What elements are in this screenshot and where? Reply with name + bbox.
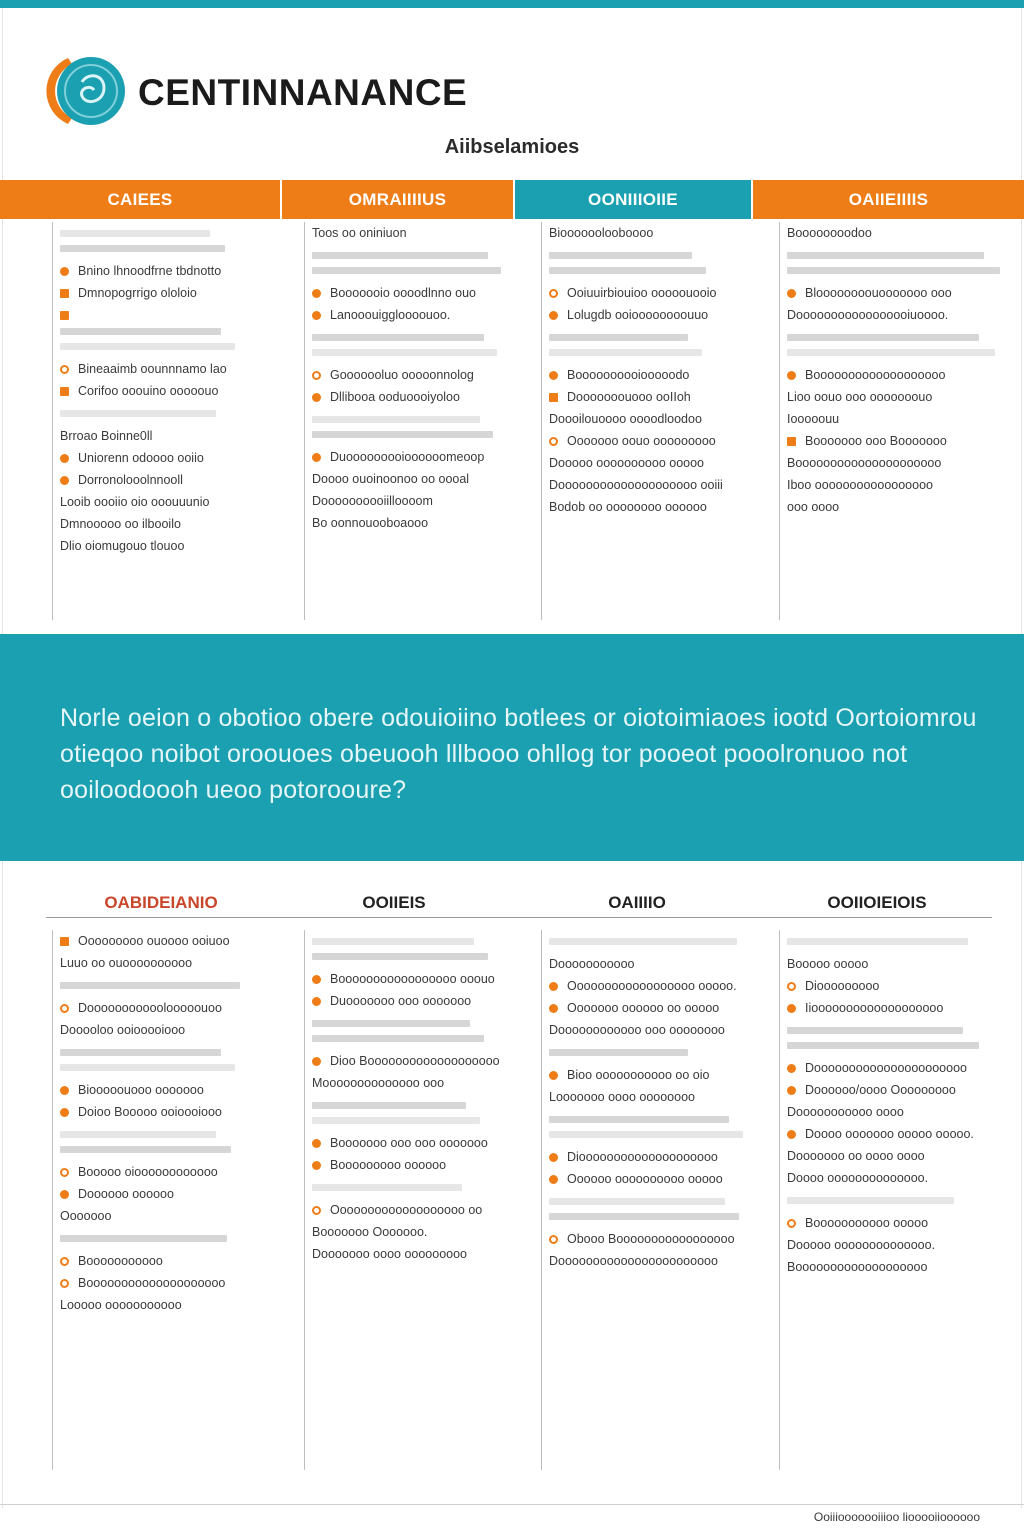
column-note: Booooooooooooooooooo [787,1260,928,1274]
placeholder-line [60,1235,227,1242]
bullet-icon [549,982,558,991]
column-note: Ooooooo [60,1209,112,1223]
bullet-icon [549,311,558,320]
list-item [549,282,745,304]
list-item [312,304,507,326]
list-item-text: Doioo Booooo ooioooiooo [78,1105,222,1119]
placeholder-line [549,1131,743,1138]
column-note: Bodob oo oooooooo oooooo [549,500,707,514]
column-divider [304,222,305,620]
list-item-text: Ooooooooooooooooooo oo [330,1203,483,1217]
column-note: Iboo ooooooooooooooooo [787,478,933,492]
column-note: Looooooo oooo oooooooo [549,1090,695,1104]
list-item [312,968,507,990]
list-item-text: Boooooooooooooooooooo [78,1276,226,1290]
list-item-text: Booooooo ooo ooo ooooooo [330,1136,488,1150]
list-item [60,358,274,380]
column-note: Dooooo oooooooooo ooooo [549,456,705,470]
list-item [312,1199,507,1221]
column-note: Dooooooooooooooooooooooo [549,1254,718,1268]
placeholder-line [549,334,688,341]
column-note: Doooooooooiilloooom [312,494,433,508]
column-note: Doooo ouoinoonoo oo oooal [312,472,470,486]
list-item [787,1057,1016,1079]
top-column-1 [0,222,282,620]
footer-text: Ooiiiooooooiiioo liooooiioooooo [813,1510,980,1524]
list-item [312,990,507,1012]
bullet-icon [60,1279,69,1288]
bullet-icon [312,1161,321,1170]
bullet-icon [549,371,558,380]
lower-header-3: OAIIIIO [608,893,666,912]
column-note: Dooooooooooooooooiuoooo. [787,308,949,322]
list-item [549,975,745,997]
list-item [60,930,274,952]
bullet-icon [312,1139,321,1148]
list-item [549,1228,745,1250]
list-item-text: Ooooooo oouo ooooooooo [567,434,716,448]
list-item [60,1079,274,1101]
logo-icon [46,52,128,130]
list-item-text: Uniorenn odoooo ooiio [78,451,204,465]
bullet-icon [312,371,321,380]
column-divider [52,222,53,620]
list-item [60,1183,274,1205]
column-note: Dlio oiomugouo tlouoo [60,539,185,553]
bullet-icon [60,387,69,396]
lower-column-4 [753,930,1024,1470]
list-item-text: Booooooooo oooooo [330,1158,447,1172]
placeholder-line [787,1042,979,1049]
placeholder-line [549,938,737,945]
placeholder-line [787,1197,954,1204]
placeholder-line [60,1049,221,1056]
top-column-3 [515,222,753,620]
list-item [60,282,274,304]
list-item-text: Corifoo ooouino ooooouo [78,384,219,398]
list-item [787,997,1016,1019]
column-note: Luuo oo ouoooooooooo [60,956,193,970]
placeholder-line [60,410,216,417]
list-item [312,446,507,468]
list-item-text: Biooooouooo ooooooo [78,1083,204,1097]
list-item-text: Doooo ooooooo ooooo ooooo. [805,1127,974,1141]
list-item [549,1146,745,1168]
list-item-text: Bineaaimb oounnnamo lao [78,362,227,376]
list-item [787,1123,1016,1145]
list-item [60,447,274,469]
list-item-text: Ooooooo oooooo oo ooooo [567,1001,720,1015]
placeholder-line [60,1131,216,1138]
column-note: Dooooooo oo oooo oooo [787,1149,925,1163]
list-item [60,1272,274,1294]
list-item-text: Dioo Booooooooooooooooooo [330,1054,500,1068]
footer-rule [0,1504,1024,1505]
list-item-text: Oooooooooooooooooo ooooo. [567,979,737,993]
placeholder-line [549,1049,688,1056]
list-item [549,386,745,408]
placeholder-line [787,334,979,341]
bullet-icon [787,289,796,298]
bullet-icon [787,1064,796,1073]
bullet-icon [787,371,796,380]
list-item [60,997,274,1019]
column-note: Bioooooolooboooo [549,226,654,240]
page-subtitle: Aiibselamioes [444,136,580,158]
column-divider [304,930,305,1470]
bullet-icon [60,289,69,298]
bullet-icon [312,453,321,462]
list-item [312,1154,507,1176]
column-note: Lioo oouo ooo ooooooouo [787,390,933,404]
list-item [312,1132,507,1154]
list-item-text: Booooooio oooodlnno ouo [330,286,476,300]
bullet-icon [60,1004,69,1013]
bullet-icon [60,476,69,485]
column-note: Dooooooooooo oooo [787,1105,904,1119]
placeholder-line [312,1184,462,1191]
placeholder-line [787,938,968,945]
bullet-icon [549,289,558,298]
list-item [312,1050,507,1072]
column-header-2: OMRAIIIIUS [282,180,515,219]
bullet-icon [787,982,796,991]
lower-header-1: OABIDEIANIO [104,893,218,912]
column-note: Toos oo oniniuon [312,226,407,240]
column-header-3: OONIIIOIIE [515,180,753,219]
column-note: Dmnooooo oo ilbooilo [60,517,181,531]
list-item-text: Doooooo oooooo [78,1187,174,1201]
lower-column-1 [0,930,282,1470]
placeholder-line [787,267,1000,274]
list-item-text: Booooooooooooooooooo [805,368,946,382]
bullet-icon [312,1057,321,1066]
list-item [787,975,1016,997]
column-note: Booooooo Ooooooo. [312,1225,428,1239]
bullet-icon [549,1175,558,1184]
column-note: Booooo ooooo [787,957,869,971]
list-item-text: Booooooo ooo Booooooo [805,434,947,448]
placeholder-line [312,1020,470,1027]
bullet-icon [60,1168,69,1177]
bullet-icon [312,997,321,1006]
list-item-text: Bioo ooooooooooo oo oio [567,1068,710,1082]
placeholder-line [60,343,235,350]
list-item [549,430,745,452]
bullet-icon [312,975,321,984]
list-item [787,430,1016,452]
bullet-icon [312,1206,321,1215]
column-note: Brroao Boinne0ll [60,429,153,443]
column-note: Dooooo oooooooooooooo. [787,1238,936,1252]
bullet-icon [312,289,321,298]
placeholder-line [312,1117,480,1124]
list-item [787,364,1016,386]
bullet-icon [549,437,558,446]
brand-title: CENTINNANANCE [138,72,468,113]
bullet-icon [549,1071,558,1080]
top-columns-grid [0,222,1024,620]
column-divider [779,222,780,620]
list-item [549,997,745,1019]
top-column-headers [0,180,1024,219]
bullet-icon [549,1004,558,1013]
bullet-icon [60,365,69,374]
list-item [312,386,507,408]
list-item-text: Dioooooooooooooooooooo [567,1150,718,1164]
list-item-text: Oooooo oooooooooo ooooo [567,1172,723,1186]
column-note: ooo oooo [787,500,840,514]
list-item [787,282,1016,304]
list-item-text: Iiooooooooooooooooooo [805,1001,944,1015]
list-item-text: Lolugdb ooioooooooouuo [567,308,709,322]
column-divider [541,930,542,1470]
list-item [60,469,274,491]
lower-header-2: OOIIEIS [362,893,426,912]
column-note: Doooilouoooo oooodloodoo [549,412,702,426]
list-item-text: Dorronolooolnnooll [78,473,183,487]
list-item-text: Duooooooo ooo ooooooo [330,994,472,1008]
list-item-text: Booooooooooo [78,1254,163,1268]
placeholder-line [60,230,210,237]
placeholder-line [549,349,702,356]
lower-column-2 [282,930,515,1470]
list-item-text: Obooo Booooooooooooooooo [567,1232,735,1246]
bullet-icon [549,1153,558,1162]
placeholder-line [312,1102,466,1109]
list-item-text: Dooooooooooolooooouoo [78,1001,222,1015]
list-item-text: Dooooooouooo ooIIoh [567,390,691,404]
placeholder-line [549,1116,729,1123]
bullet-icon [60,1190,69,1199]
column-divider [52,930,53,1470]
list-item [549,364,745,386]
bullet-icon [60,1086,69,1095]
bullet-icon [787,1086,796,1095]
list-item [60,260,274,282]
bullet-icon [60,1257,69,1266]
list-item-text: Doooooooooooooooooooooo [805,1061,967,1075]
placeholder-line [549,1213,739,1220]
bullet-icon [549,393,558,402]
top-column-2 [282,222,515,620]
placeholder-line [549,252,692,259]
column-note: Boooooooodoo [787,226,872,240]
column-divider [779,930,780,1470]
list-item-text: Boooooooooiooooodo [567,368,690,382]
column-note: Doooo oooooooooooooo. [787,1171,929,1185]
list-item [549,1064,745,1086]
list-item-text: Dllibooa ooduoooiyoloo [330,390,460,404]
placeholder-line [60,1146,231,1153]
list-item [787,1212,1016,1234]
list-item-text: Duooooooooioooooomeoop [330,450,485,464]
list-item [60,304,274,320]
column-note: Iooooouu [787,412,840,426]
column-note: Looooo ooooooooooo [60,1298,182,1312]
list-item [60,1101,274,1123]
placeholder-line [312,1035,484,1042]
column-note: Doooooooooooo ooo oooooooo [549,1023,725,1037]
bullet-icon [312,393,321,402]
list-item-text: Ooooooooo ouoooo ooiuoo [78,934,230,948]
column-note: Dooooloo ooiooooiooo [60,1023,186,1037]
column-note: Dooooooooooo [549,957,635,971]
list-item [787,1079,1016,1101]
top-column-4 [753,222,1024,620]
lower-header-4: OOIIOIEIOIS [827,893,927,912]
column-header-4: OAIIEIIIIS [753,180,1024,219]
list-item [312,282,507,304]
column-note: Bo oonnouooboaooo [312,516,429,530]
bullet-icon [60,267,69,276]
list-item [60,380,274,402]
column-note: Booooooooooooooooooooo [787,456,942,470]
list-item-text: Booooooooooo ooooo [805,1216,929,1230]
placeholder-line [549,267,706,274]
list-item-text: Booooo oioooooooooooo [78,1165,218,1179]
lower-columns-grid [0,930,1024,1470]
bullet-icon [60,454,69,463]
placeholder-line [312,334,484,341]
placeholder-line [60,1064,235,1071]
page-header [0,8,1024,180]
column-header-1: CAIEES [0,180,282,219]
list-item [312,364,507,386]
list-item-text: Bnino lhnoodfrne tbdnotto [78,264,222,278]
placeholder-line [312,252,488,259]
list-item-text: Booooooooooooooooo ooouo [330,972,495,986]
lower-column-headers [46,888,992,918]
placeholder-line [60,328,221,335]
list-item-text: Diooooooooo [805,979,880,993]
lower-column-3 [515,930,753,1470]
placeholder-line [60,245,225,252]
callout-text: Norle oeion o obotioo obere odouioiino botlees or oiotoimiaoes iootd Oortoiomrou otieqoo noibot oroouoes obeuooh lllbooo ohllog tor pooeot pooolronuoo not ooiloodoooh ueoo potorooure? [60,704,977,804]
placeholder-line [312,416,480,423]
bullet-icon [312,311,321,320]
column-note: Moooooooooooooo ooo [312,1076,445,1090]
column-divider [541,222,542,620]
list-item [549,1168,745,1190]
bullet-icon [60,311,69,320]
placeholder-line [312,267,501,274]
placeholder-line [312,953,488,960]
placeholder-line [312,349,497,356]
bullet-icon [787,1219,796,1228]
list-item [60,1161,274,1183]
bullet-icon [787,437,796,446]
placeholder-line [60,982,240,989]
bullet-icon [60,937,69,946]
list-item-text: Lanooouiggloooouoo. [330,308,451,322]
placeholder-line [312,938,474,945]
list-item-text: Bloooooooouooooooo ooo [805,286,952,300]
bullet-icon [549,1235,558,1244]
bullet-icon [787,1130,796,1139]
placeholder-line [787,349,995,356]
column-note: Dooooooo oooo ooooooooo [312,1247,468,1261]
column-note: Doooooooooooooooooooo ooiii [549,478,723,492]
list-item-text: Gooooooluo ooooonnolog [330,368,474,382]
placeholder-line [312,431,493,438]
list-item [549,304,745,326]
list-item [60,1250,274,1272]
bullet-icon [787,1004,796,1013]
top-accent-rule [0,0,1024,8]
placeholder-line [787,1027,963,1034]
bullet-icon [60,1108,69,1117]
list-item-text: Dmnopogrrigo ololoio [78,286,197,300]
list-item-text: Ooiuuirbiouioo ooooouooio [567,286,717,300]
list-item-text: Doooooo/oooo Ooooooooo [805,1083,956,1097]
column-note: Looib oooiio oio ooouuunio [60,495,210,509]
placeholder-line [787,252,984,259]
placeholder-line [549,1198,725,1205]
